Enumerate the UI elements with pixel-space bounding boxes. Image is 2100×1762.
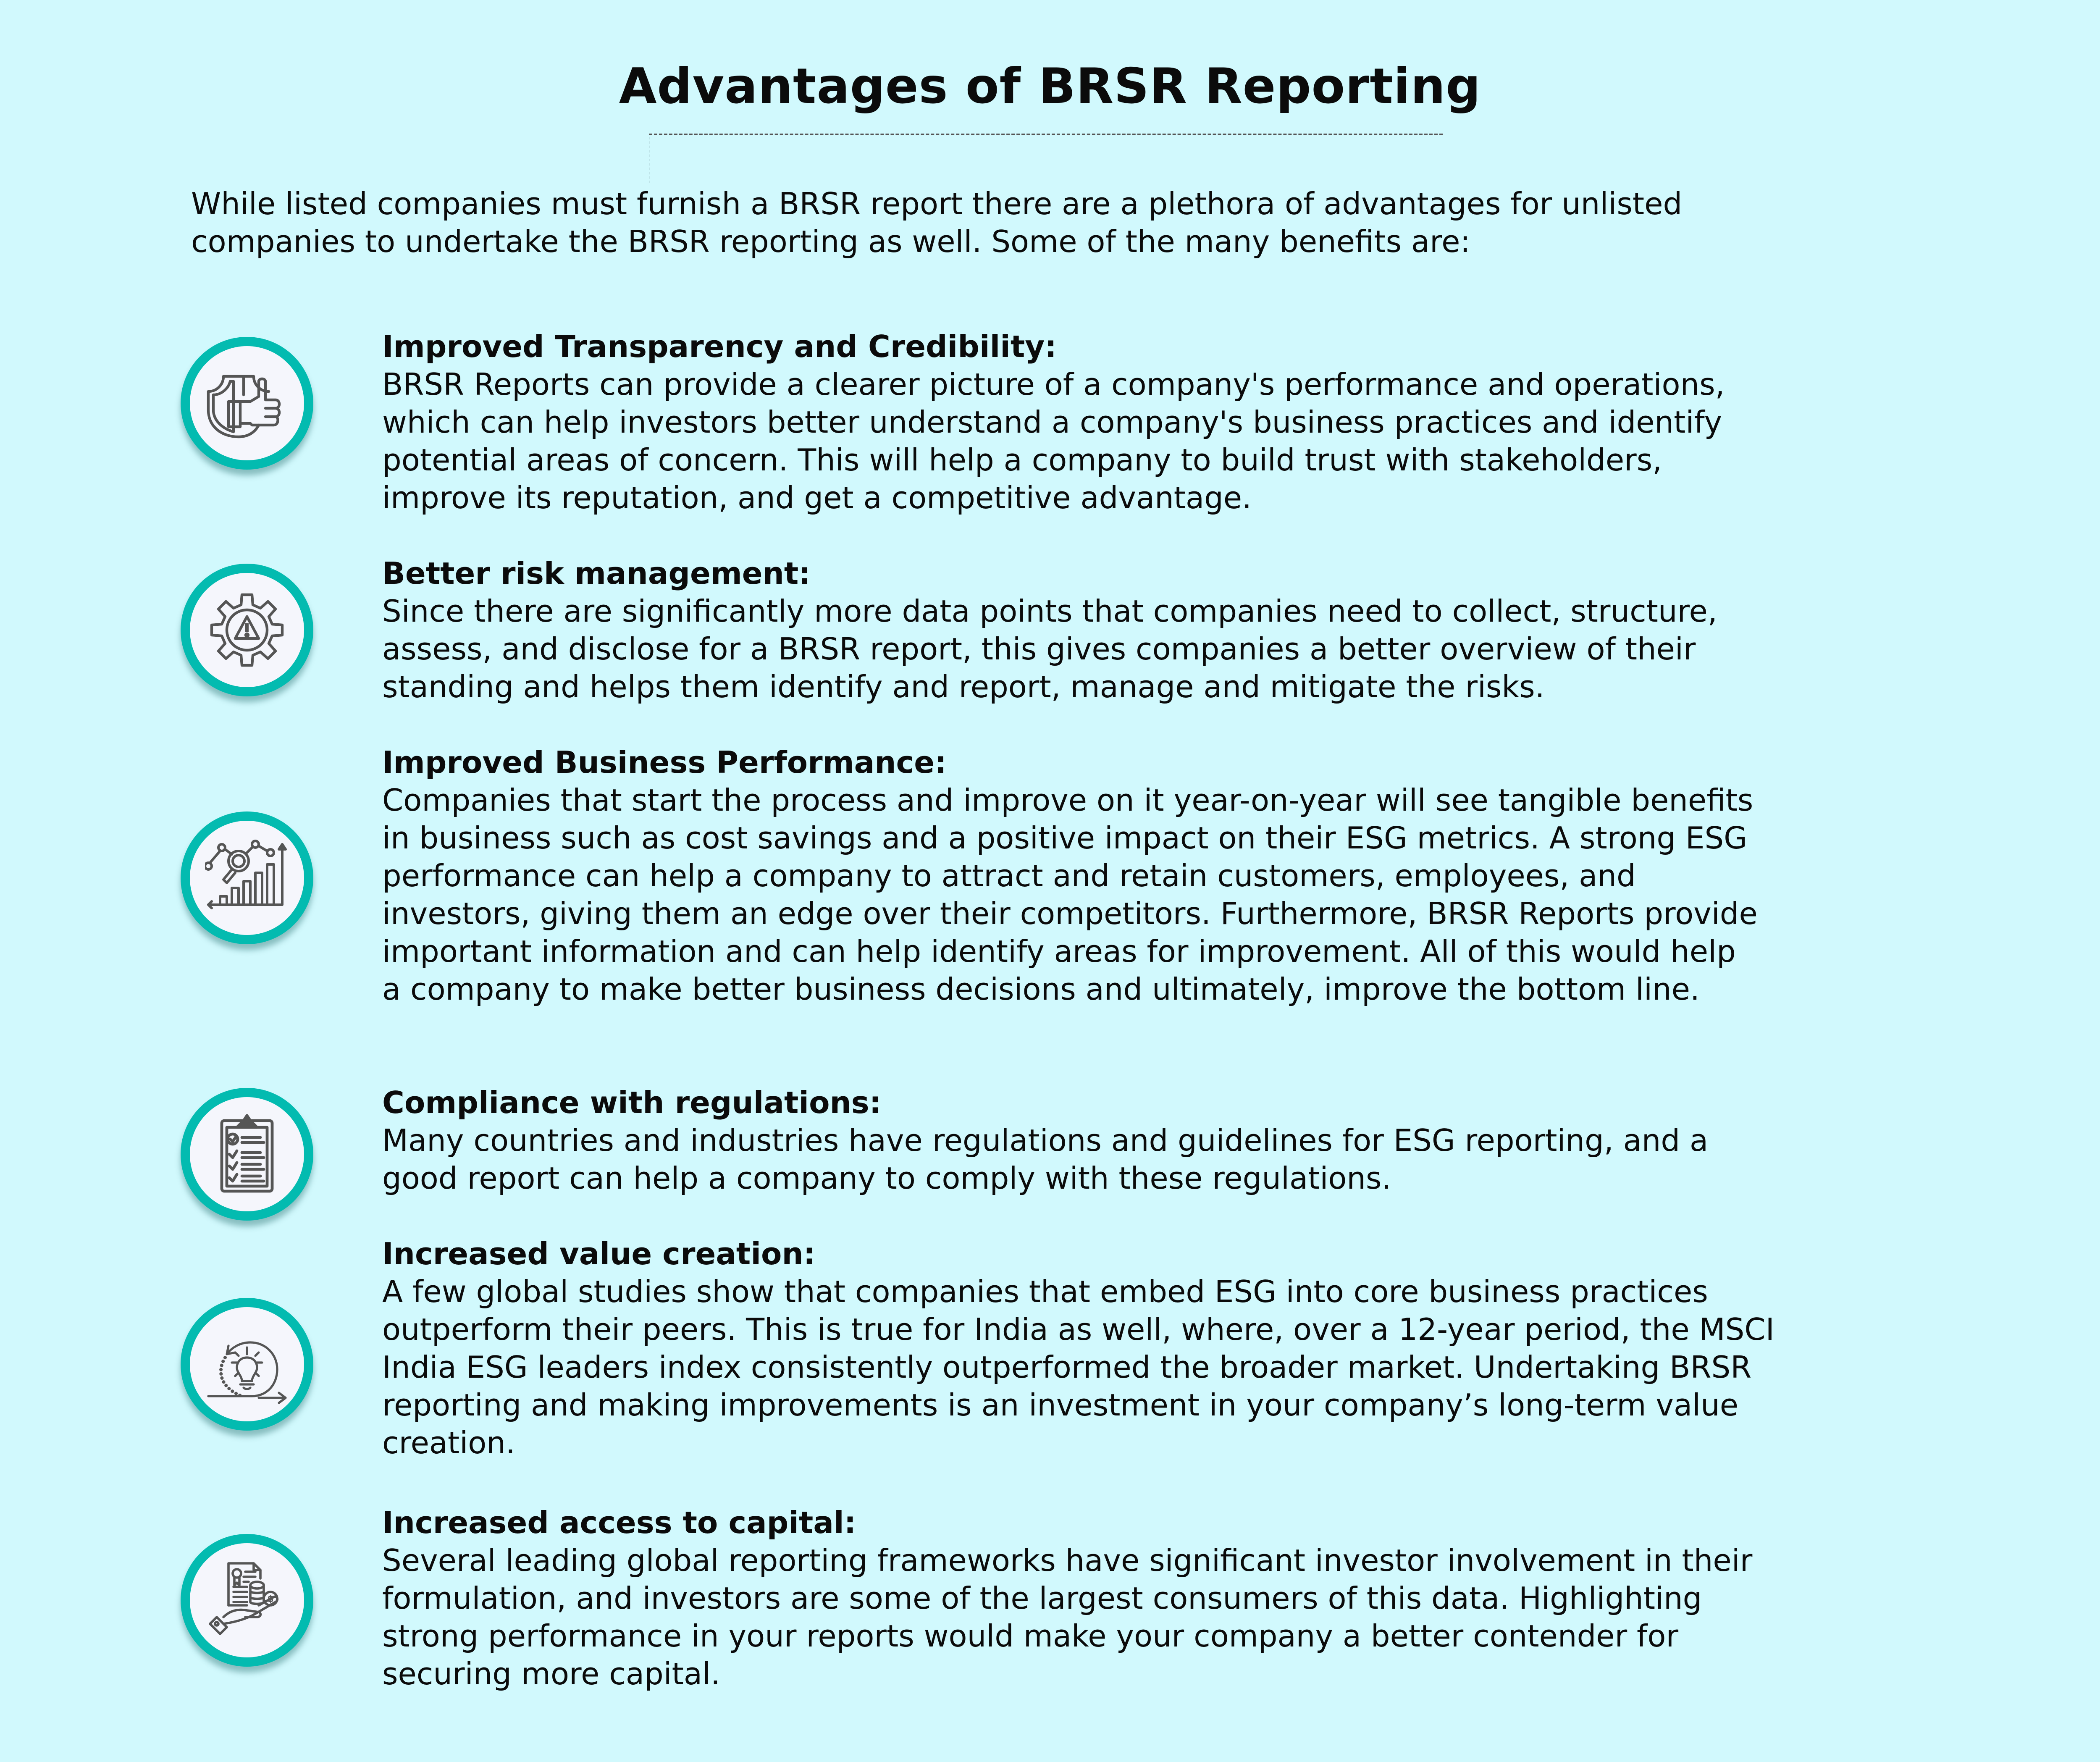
benefit-line: which can help investors better understand a company's business practices and identify: [382, 404, 1722, 440]
benefit-text: [382, 1504, 1915, 1693]
benefit-heading: Improved Business Performance:: [382, 745, 947, 780]
benefit-heading: Better risk management:: [382, 556, 811, 591]
icon-badge-inner: [190, 821, 304, 935]
benefit-line: reporting and making improvements is an investment in your company’s long-term value: [382, 1387, 1739, 1423]
benefit-line: India ESG leaders index consistently outperformed the broader market. Undertaking BRSR: [382, 1350, 1752, 1385]
clipboard-checklist-icon: [205, 1112, 289, 1196]
icon-badge-inner: [190, 573, 304, 687]
benefit-heading: Increased access to capital:: [382, 1505, 856, 1540]
benefit-line: BRSR Reports can provide a clearer picture of a company's performance and operations,: [382, 367, 1725, 402]
icon-badge-inner: [190, 1543, 304, 1657]
benefit-line: standing and helps them identify and report, manage and mitigate the risks.: [382, 669, 1545, 704]
title-divider: [649, 134, 1443, 135]
intro-line: While listed companies must furnish a BRSR report there are a plethora of advantages for unlisted: [191, 186, 1683, 221]
benefit-text: [382, 743, 1915, 1008]
benefit-heading: Compliance with regulations:: [382, 1085, 882, 1120]
icon-badge-inner: [190, 1097, 304, 1211]
benefit-line: a company to make better business decisions and ultimately, improve the bottom line.: [382, 972, 1700, 1007]
shield-thumbs-up-icon: [205, 361, 289, 445]
hand-money-certificate-icon: [205, 1558, 289, 1642]
icon-badge-inner: [190, 346, 304, 460]
icon-badge: [181, 811, 313, 944]
benefit-line: important information and can help identify areas for improvement. All of this would help: [382, 934, 1736, 969]
title-divider-tick: [649, 137, 650, 183]
benefit-text: [382, 1235, 1915, 1462]
benefit-text: [382, 1084, 1915, 1197]
benefit-line: A few global studies show that companies that embed ESG into core business practices: [382, 1274, 1708, 1309]
intro-line: companies to undertake the BRSR reporting as well. Some of the many benefits are:: [191, 224, 1470, 259]
benefit-line: Several leading global reporting frameworks have significant investor involvement in their: [382, 1543, 1753, 1578]
icon-badge: [181, 337, 313, 470]
benefit-line: outperform their peers. This is true for India as well, where, over a 12-year period, the MSCI: [382, 1312, 1774, 1347]
icon-badge: [181, 1298, 313, 1431]
intro-paragraph: [191, 185, 1955, 260]
benefit-text: [382, 554, 1915, 706]
benefit-line: improve its reputation, and get a competitive advantage.: [382, 480, 1252, 515]
benefit-line: creation.: [382, 1425, 515, 1460]
benefit-line: investors, giving them an edge over their competitors. Furthermore, BRSR Reports provide: [382, 896, 1758, 931]
icon-badge: [181, 1088, 313, 1221]
benefit-line: performance can help a company to attract and retain customers, employees, and: [382, 858, 1636, 893]
lightbulb-cycle-icon: [205, 1322, 289, 1406]
benefit-text: [382, 328, 1915, 517]
benefit-line: strong performance in your reports would make your company a better contender for: [382, 1618, 1679, 1654]
icon-badge: [181, 1534, 313, 1667]
benefit-line: Companies that start the process and improve on it year-on-year will see tangible benefits: [382, 783, 1754, 818]
gear-warning-icon: [205, 588, 289, 672]
benefit-heading: Increased value creation:: [382, 1236, 816, 1271]
benefit-line: Since there are significantly more data points that companies need to collect, structure,: [382, 593, 1717, 629]
benefit-line: assess, and disclose for a BRSR report, this gives companies a better overview of their: [382, 631, 1696, 667]
benefit-line: formulation, and investors are some of the largest consumers of this data. Highlighting: [382, 1581, 1702, 1616]
benefit-line: in business such as cost savings and a positive impact on their ESG metrics. A strong ESG: [382, 820, 1747, 856]
svg-text:$: $: [267, 1594, 274, 1604]
benefit-heading: Improved Transparency and Credibility:: [382, 329, 1057, 364]
benefit-line: Many countries and industries have regulations and guidelines for ESG reporting, and a: [382, 1123, 1709, 1158]
icon-badge-inner: [190, 1307, 304, 1421]
benefit-line: good report can help a company to comply with these regulations.: [382, 1161, 1391, 1196]
benefit-line: securing more capital.: [382, 1656, 720, 1691]
growth-chart-analysis-icon: [205, 836, 289, 920]
page-title: Advantages of BRSR Reporting: [619, 58, 1481, 115]
icon-badge: [181, 564, 313, 696]
benefit-line: potential areas of concern. This will help a company to build trust with stakeholders,: [382, 442, 1662, 478]
